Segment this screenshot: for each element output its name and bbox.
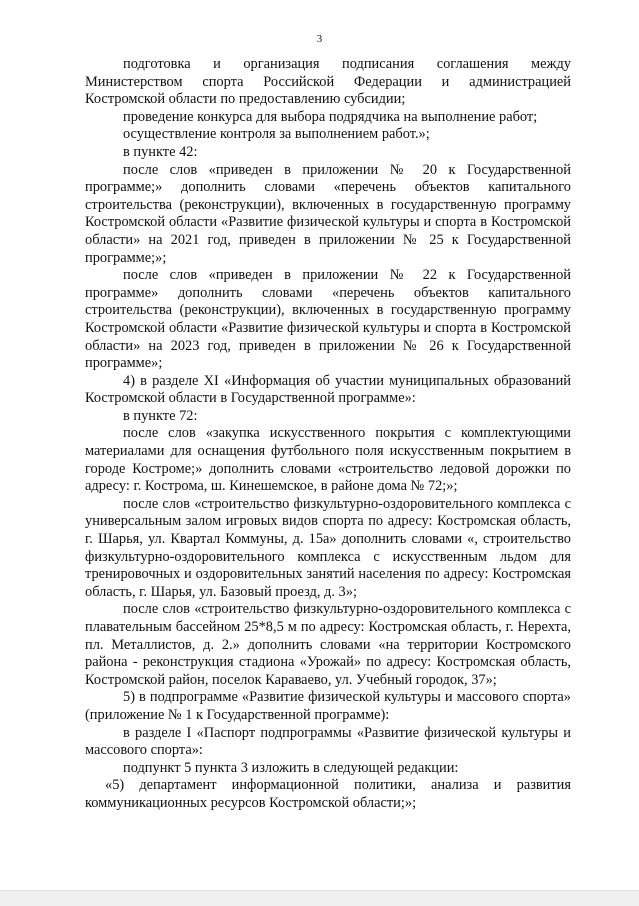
paragraph: подпункт 5 пункта 3 изложить в следующей редакции:: [123, 759, 459, 776]
paragraph: после слов «приведен в приложении № 20 к Государственной программе;» дополнить словами «перечень объектов капитального строительства (реконструкции), включенных в государственную программу Костромской области «Развитие физической культуры и спорта в Костромской области» на 2021 год, приведен в приложении № 25 к Государственной программе;»;: [85, 161, 571, 266]
paragraph: после слов «закупка искусственного покрытия с комплектующими материалами для оснащения футбольного поля искусственным покрытием в городе Костроме;» дополнить словами «строительство ледовой дорожки по адресу: г. Кострома, ш. Кинешемское, в районе дома № 72;»;: [85, 425, 571, 495]
paragraph: подготовка и организация подписания соглашения между Министерством спорта Российской Федерации и администрацией Костромской области по предоставлению субсидии;: [85, 56, 571, 108]
paragraph: в пункте 72:: [123, 407, 198, 424]
paragraph: после слов «приведен в приложении № 22 к Государственной программе» дополнить словами «перечень объектов капитального строительства (реконструкции), включенных в государственную программу Костромской области «Развитие физической культуры и спорта в Костромской области» на 2023 год, приведен в приложении № 26 к Государственной программе»;: [85, 267, 571, 372]
paragraph: 4) в разделе XI «Информация об участии муниципальных образований Костромской области в Государственной программе»:: [85, 372, 571, 407]
paragraph: «5) департамент информационной политики, анализа и развития коммуникационных ресурсов Костромской области;»;: [85, 777, 571, 811]
viewer-bottom-strip: [0, 890, 639, 906]
paragraph: в пункте 42:: [123, 143, 198, 160]
paragraph: после слов «строительство физкультурно-оздоровительного комплекса с плавательным бассейном 25*8,5 м по адресу: Костромская область, г. Нерехта, пл. Металлистов, д. 2.» дополнить словами «на территории Костромского района - реконструкция стадиона «Урожай» по адресу: Костромская область, Костромской район, поселок Караваево, ул. Учебный городок, 37»;: [85, 601, 571, 688]
document-body: [85, 56, 571, 813]
paragraph: в разделе I «Паспорт подпрограммы «Развитие физической культуры и массового спорта»:: [85, 724, 571, 759]
page-number: 3: [316, 33, 323, 45]
paragraph: проведение конкурса для выбора подрядчика на выполнение работ;: [123, 108, 538, 125]
paragraph: осуществление контроля за выполнением работ.»;: [123, 126, 430, 143]
paragraph: после слов «строительство физкультурно-оздоровительного комплекса с универсальным залом игровых видов спорта по адресу: Костромская область, г. Шарья, ул. Квартал Коммуны, д. 15а» дополнить словами «, строительство физкультурно-оздоровительного комплекса с искусственным льдом для тренировочных и оздоровительных занятий населения по адресу: Костромская область, г. Шарья, ул. Базовый проезд, д. 3»;: [85, 495, 571, 600]
paragraph: 5) в подпрограмме «Развитие физической культуры и массового спорта» (приложение № 1 к Государственной программе):: [85, 689, 571, 723]
